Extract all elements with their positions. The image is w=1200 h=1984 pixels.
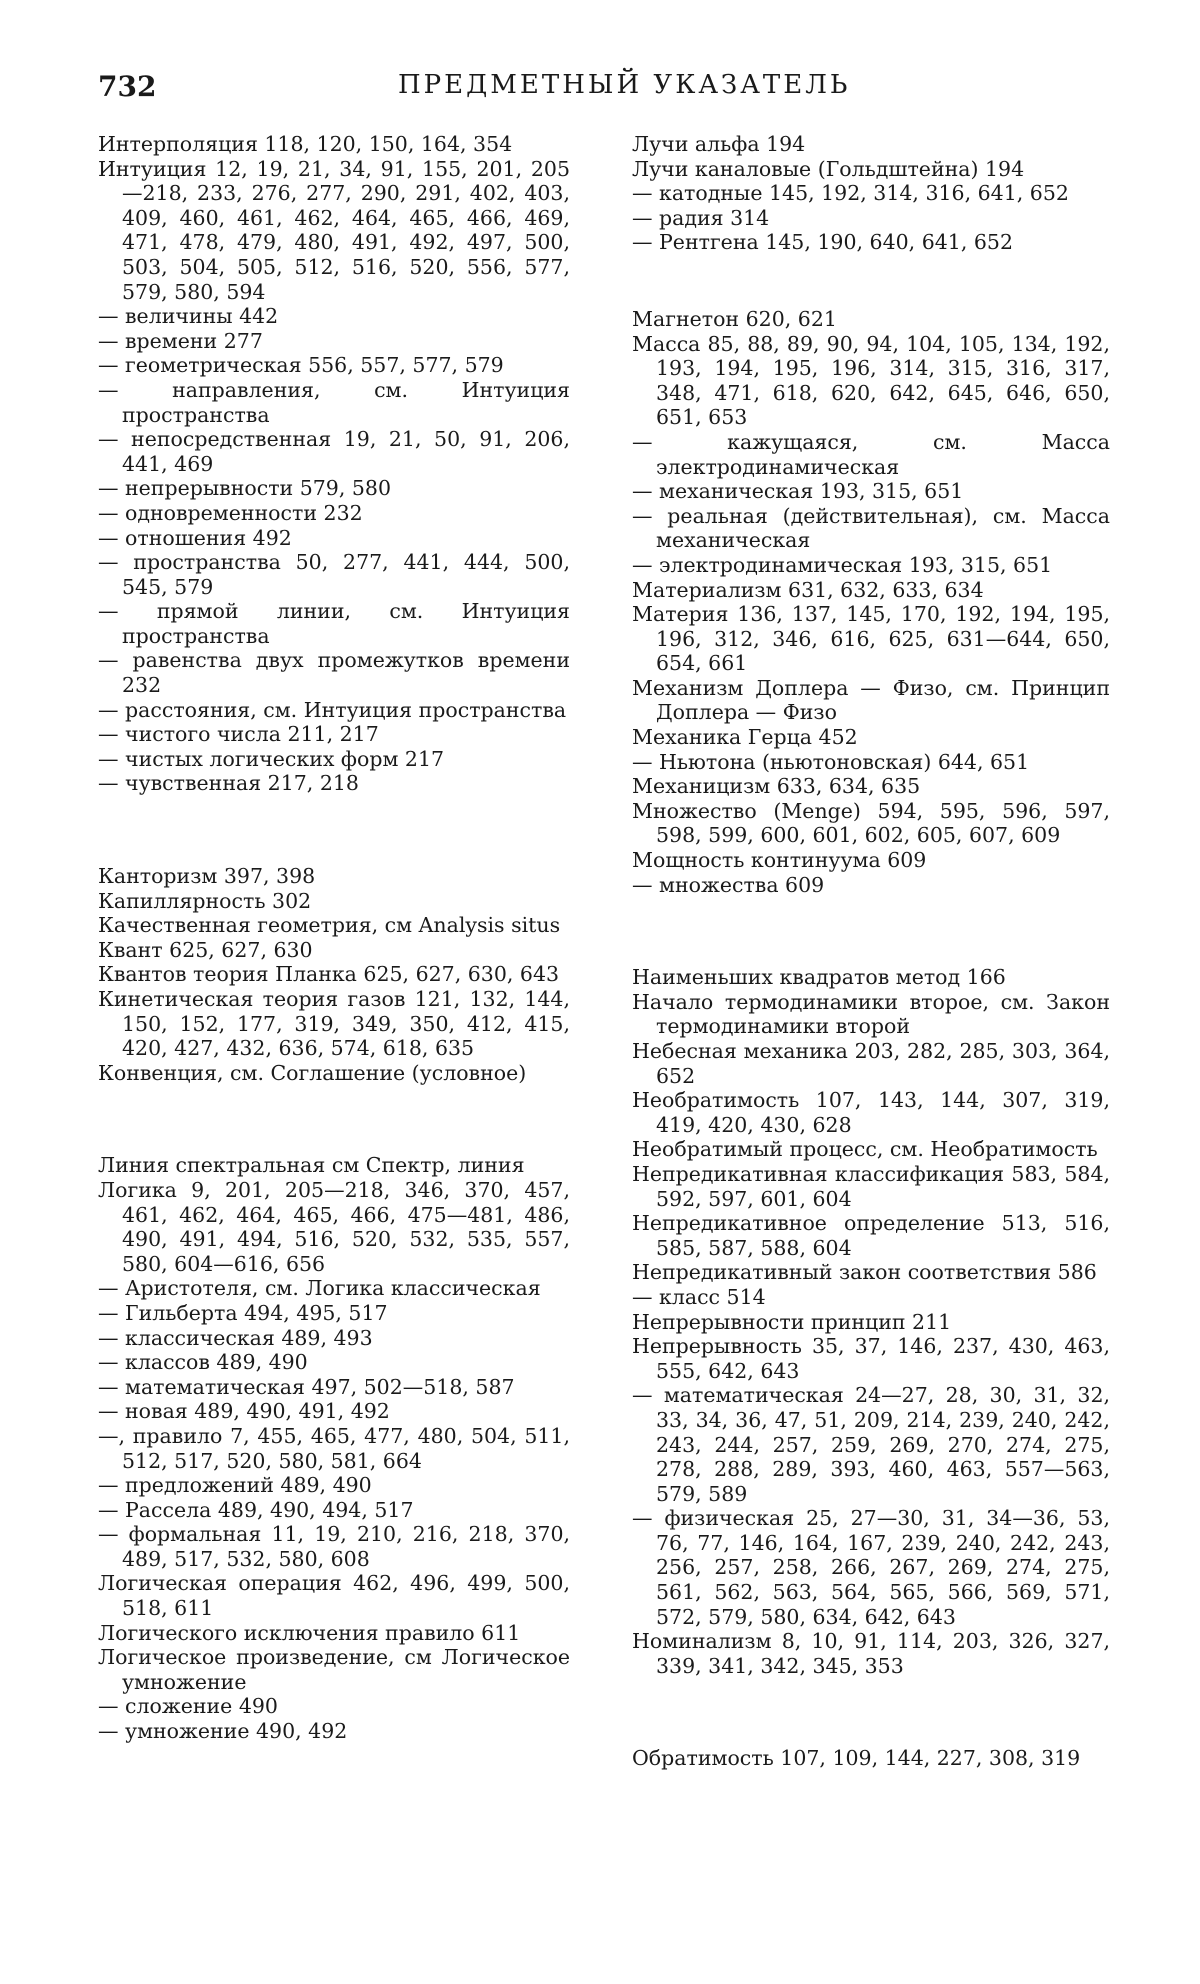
index-subentry: — чувственная 217, 218	[98, 771, 570, 796]
index-subentry: — отношения 492	[98, 526, 570, 551]
index-subentry: — предложений 489, 490	[98, 1473, 570, 1498]
index-entry: Масса 85, 88, 89, 90, 94, 104, 105, 134, 192, 193, 194, 195, 196, 314, 315, 316, 317, 348, 471, 618, 620, 642, 645, 646, 650, 651, 653	[632, 332, 1110, 430]
index-subentry: — направления, см. Интуиция пространства	[98, 378, 570, 427]
index-subentry: — сложение 490	[98, 1694, 570, 1719]
index-subentry: — непрерывности 579, 580	[98, 476, 570, 501]
section-m	[632, 307, 1110, 897]
index-entry: Наименьших квадратов метод 166	[632, 965, 1110, 990]
index-entry: Магнетон 620, 621	[632, 307, 1110, 332]
index-entry: Канторизм 397, 398	[98, 864, 570, 889]
index-subentry: — катодные 145, 192, 314, 316, 641, 652	[632, 181, 1110, 206]
index-entry: Непредикативный закон соответствия 586	[632, 1260, 1110, 1285]
section-n	[632, 965, 1110, 1678]
section-lu	[632, 132, 1110, 255]
index-entry: Материализм 631, 632, 633, 634	[632, 578, 1110, 603]
index-subentry: — классов 489, 490	[98, 1350, 570, 1375]
index-subentry: — величины 442	[98, 304, 570, 329]
index-subentry: — Ньютона (ньютоновская) 644, 651	[632, 750, 1110, 775]
index-subentry: — равенства двух промежутков времени 232	[98, 648, 570, 697]
index-subentry: — классическая 489, 493	[98, 1326, 570, 1351]
page-number: 732	[98, 70, 156, 103]
index-subentry: — непосредственная 19, 21, 50, 91, 206, 441, 469	[98, 427, 570, 476]
index-entry: Непрерывность 35, 37, 146, 237, 430, 463, 555, 642, 643	[632, 1334, 1110, 1383]
index-entry: Логика 9, 201, 205—218, 346, 370, 457, 461, 462, 464, 465, 466, 475—481, 486, 490, 491, 494, 516, 520, 532, 535, 557, 580, 604—616, 656	[98, 1178, 570, 1276]
index-subentry: — множества 609	[632, 873, 1110, 898]
index-entry: Начало термодинамики второе, см. Закон термодинамики второй	[632, 990, 1110, 1039]
index-subentry: — Гильберта 494, 495, 517	[98, 1301, 570, 1326]
index-entry: Логическая операция 462, 496, 499, 500, 518, 611	[98, 1571, 570, 1620]
index-entry: Логического исключения правило 611	[98, 1621, 570, 1646]
index-entry: Квантов теория Планка 625, 627, 630, 643	[98, 962, 570, 987]
index-entry: Необратимый процесс, см. Необратимость	[632, 1137, 1110, 1162]
section-i	[98, 132, 570, 796]
index-entry: Лучи альфа 194	[632, 132, 1110, 157]
running-title: ПРЕДМЕТНЫЙ УКАЗАТЕЛЬ	[398, 70, 850, 100]
index-subentry: — чистых логических форм 217	[98, 747, 570, 772]
index-subentry: — электродинамическая 193, 315, 651	[632, 553, 1110, 578]
right-column	[632, 132, 1110, 1771]
section-o	[632, 1746, 1110, 1771]
index-entry: Непредикативное определение 513, 516, 585, 587, 588, 604	[632, 1211, 1110, 1260]
index-subentry: — прямой линии, см. Интуиция пространства	[98, 599, 570, 648]
index-subentry: — радия 314	[632, 206, 1110, 231]
index-entry: Механика Герца 452	[632, 725, 1110, 750]
index-subentry: — механическая 193, 315, 651	[632, 479, 1110, 504]
index-entry: Механизм Доплера — Физо, см. Принцип Доплера — Физо	[632, 676, 1110, 725]
index-subentry: — математическая 24—27, 28, 30, 31, 32, 33, 34, 36, 47, 51, 209, 214, 239, 240, 242, 243, 244, 257, 259, 269, 270, 274, 275, 278, 288, 289, 393, 460, 463, 557—563, 579, 589	[632, 1383, 1110, 1506]
index-entry: Конвенция, см. Соглашение (условное)	[98, 1061, 570, 1086]
section-k	[98, 864, 570, 1085]
index-subentry: — геометрическая 556, 557, 577, 579	[98, 353, 570, 378]
index-subentry: — Рентгена 145, 190, 640, 641, 652	[632, 230, 1110, 255]
index-entry: Необратимость 107, 143, 144, 307, 319, 419, 420, 430, 628	[632, 1088, 1110, 1137]
index-subentry: — формальная 11, 19, 210, 216, 218, 370, 489, 517, 532, 580, 608	[98, 1522, 570, 1571]
index-entry: Логическое произведение, см Логическое умножение	[98, 1645, 570, 1694]
index-entry: Капиллярность 302	[98, 889, 570, 914]
index-entry: Номинализм 8, 10, 91, 114, 203, 326, 327, 339, 341, 342, 345, 353	[632, 1629, 1110, 1678]
index-entry: Непрерывности принцип 211	[632, 1310, 1110, 1335]
index-subentry: — чистого числа 211, 217	[98, 722, 570, 747]
left-column	[98, 132, 570, 1744]
index-entry: Лучи каналовые (Гольдштейна) 194	[632, 157, 1110, 182]
index-entry: Множество (Menge) 594, 595, 596, 597, 598, 599, 600, 601, 602, 605, 607, 609	[632, 799, 1110, 848]
section-l	[98, 1153, 570, 1743]
index-entry: Материя 136, 137, 145, 170, 192, 194, 195, 196, 312, 346, 616, 625, 631—644, 650, 654, 661	[632, 602, 1110, 676]
index-entry: Квант 625, 627, 630	[98, 938, 570, 963]
index-entry: Мощность континуума 609	[632, 848, 1110, 873]
index-subentry: — Аристотеля, см. Логика классическая	[98, 1276, 570, 1301]
index-entry: Непредикативная классификация 583, 584, 592, 597, 601, 604	[632, 1162, 1110, 1211]
index-subentry: — пространства 50, 277, 441, 444, 500, 545, 579	[98, 550, 570, 599]
index-entry: Кинетическая теория газов 121, 132, 144, 150, 152, 177, 319, 349, 350, 412, 415, 420, 427, 432, 636, 574, 618, 635	[98, 987, 570, 1061]
index-subentry: —, правило 7, 455, 465, 477, 480, 504, 511, 512, 517, 520, 580, 581, 664	[98, 1424, 570, 1473]
index-entry: Качественная геометрия, см Analysis situs	[98, 913, 570, 938]
index-subentry: — новая 489, 490, 491, 492	[98, 1399, 570, 1424]
index-entry: Интерполяция 118, 120, 150, 164, 354	[98, 132, 570, 157]
index-entry: Обратимость 107, 109, 144, 227, 308, 319	[632, 1746, 1110, 1771]
index-entry: Механицизм 633, 634, 635	[632, 774, 1110, 799]
index-subentry: — математическая 497, 502—518, 587	[98, 1375, 570, 1400]
index-entry: Интуиция 12, 19, 21, 34, 91, 155, 201, 205—218, 233, 276, 277, 290, 291, 402, 403, 409, 460, 461, 462, 464, 465, 466, 469, 471, 478, 479, 480, 491, 492, 497, 500, 503, 504, 505, 512, 516, 520, 556, 577, 579, 580, 594	[98, 157, 570, 305]
index-entry: Линия спектральная см Спектр, линия	[98, 1153, 570, 1178]
index-subentry: — времени 277	[98, 329, 570, 354]
index-subentry: — класс 514	[632, 1285, 1110, 1310]
index-subentry: — одновременности 232	[98, 501, 570, 526]
index-subentry: — умножение 490, 492	[98, 1719, 570, 1744]
index-subentry: — Рассела 489, 490, 494, 517	[98, 1498, 570, 1523]
index-subentry: — физическая 25, 27—30, 31, 34—36, 53, 76, 77, 146, 164, 167, 239, 240, 242, 243, 256, 257, 258, 266, 267, 269, 274, 275, 561, 562, 563, 564, 565, 566, 569, 571, 572, 579, 580, 634, 642, 643	[632, 1506, 1110, 1629]
page-header	[98, 70, 1108, 110]
index-subentry: — расстояния, см. Интуиция пространства	[98, 698, 570, 723]
index-subentry: — реальная (действительная), см. Масса механическая	[632, 504, 1110, 553]
index-entry: Небесная механика 203, 282, 285, 303, 364, 652	[632, 1039, 1110, 1088]
index-subentry: — кажущаяся, см. Масса электродинамическая	[632, 430, 1110, 479]
